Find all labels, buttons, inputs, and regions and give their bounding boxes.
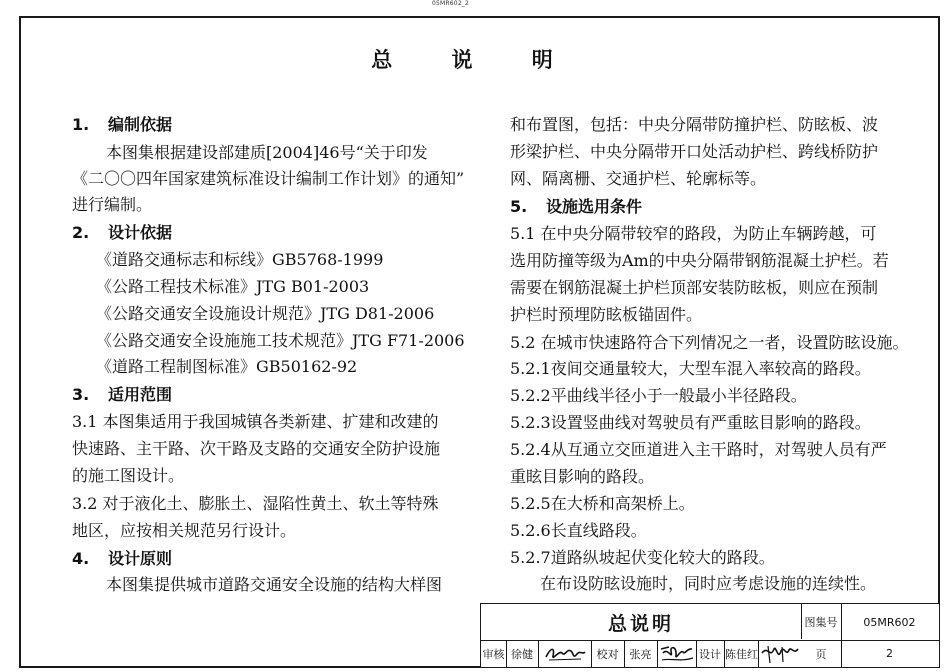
paragraph-line: 需要在钢筋混凝土护栏顶部安装防眩板，则应在预制 <box>510 278 879 297</box>
page-title: 总 说 明 <box>371 48 579 72</box>
signature-image <box>659 643 695 665</box>
paragraph-line: 快速路、主干路、次干路及支路的交通安全防护设施 <box>72 439 441 458</box>
atlas-number: 05MR602 <box>863 615 916 629</box>
paragraph-line: 3.1 本图集适用于我国城镇各类新建、扩建和改建的 <box>72 412 439 431</box>
paragraph-line: 和布置图，包括：中央分隔带防撞护栏、防眩板、波 <box>510 115 879 134</box>
designer-name: 陈佳红 <box>725 647 758 661</box>
paragraph-line: 进行编制。 <box>72 195 153 214</box>
checker-signature <box>657 640 696 667</box>
paragraph-line: 重眩目影响的路段。 <box>510 467 655 486</box>
page-number: 2 <box>886 647 893 660</box>
paragraph-line: 5.2.7道路纵坡起伏变化较大的路段。 <box>510 548 775 567</box>
section-number: 1. <box>72 115 90 134</box>
paragraph-line: 本图集提供城市道路交通安全设施的结构大样图 <box>106 575 443 594</box>
title-block <box>480 603 940 668</box>
reviewer-name: 徐健 <box>511 647 533 661</box>
section-1-heading <box>72 115 172 135</box>
section-2-heading <box>72 223 172 243</box>
page-code: 05MR602_2 <box>432 0 470 7</box>
section-number: 4. <box>72 549 90 568</box>
check-label: 校对 <box>596 647 619 661</box>
signature-image <box>760 643 800 665</box>
paragraph-line: 5.2.3设置竖曲线对驾驶员有严重眩目影响的路段。 <box>510 413 871 432</box>
reference-standard: 《道路交通标志和标线》GB5768-1999 <box>96 250 384 269</box>
drawing-title: 总说明 <box>607 612 674 635</box>
section-5-heading <box>510 197 642 217</box>
reference-standard: 《公路交通安全设施施工技术规范》JTG F71-2006 <box>96 331 465 350</box>
paragraph-line: 5.2.6长直线路段。 <box>510 521 647 540</box>
signature-image <box>543 644 587 664</box>
reference-standard: 《公路交通安全设施设计规范》JTG D81-2006 <box>96 304 435 323</box>
atlas-number-label: 图集号 <box>804 616 838 629</box>
section-title: 编制依据 <box>108 115 173 134</box>
paragraph-line: 5.2.4从互通立交匝道进入主干路时，对驾驶人员有严 <box>510 440 887 459</box>
paragraph-line: 网、隔离栅、交通护栏、轮廓标等。 <box>510 169 767 188</box>
section-title: 设计依据 <box>108 223 173 242</box>
paragraph-line: 形梁护栏、中央分隔带开口处活动护栏、跨线桥防护 <box>510 142 879 161</box>
reference-standard: 《公路工程技术标准》JTG B01-2003 <box>96 277 370 296</box>
paragraph-line: 3.2 对于液化土、膨胀土、湿陷性黄土、软土等特殊 <box>72 494 439 513</box>
page-label: 页 <box>815 647 827 661</box>
paragraph-line: 5.2.2平曲线半径小于一般最小半径路段。 <box>510 386 807 405</box>
designer-signature <box>758 640 801 667</box>
paragraph-line: 5.2 在城市快速路符合下列情况之一者，设置防眩设施。 <box>510 333 909 352</box>
checker-name: 张亮 <box>629 647 652 661</box>
review-label: 审核 <box>482 647 505 661</box>
paragraph-line: 5.2.5在大桥和高架桥上。 <box>510 494 695 513</box>
section-number: 2. <box>72 223 90 242</box>
paragraph-line: 在布设防眩设施时，同时应考虑设施的连续性。 <box>540 574 877 593</box>
section-4-heading <box>72 549 172 569</box>
paragraph-line: 的施工图设计。 <box>72 466 185 485</box>
section-title: 适用范围 <box>108 385 173 404</box>
paragraph-line: 地区，应按相关规范另行设计。 <box>72 521 297 540</box>
section-number: 3. <box>72 385 90 404</box>
paragraph-line: 5.2.1夜间交通量较大，大型车混入率较高的路段。 <box>510 359 871 378</box>
paragraph-line: 选用防撞等级为Am的中央分隔带钢筋混凝土护栏。若 <box>510 251 889 270</box>
reference-standard: 《道路工程制图标准》GB50162-92 <box>96 357 358 376</box>
reviewer-signature <box>538 640 591 667</box>
section-number: 5. <box>510 197 528 216</box>
section-title: 设计原则 <box>108 549 173 568</box>
paragraph-line: 5.1 在中央分隔带较窄的路段，为防止车辆跨越，可 <box>510 224 877 243</box>
section-3-heading <box>72 385 172 405</box>
section-title: 设施选用条件 <box>546 197 643 216</box>
paragraph-line: 本图集根据建设部建质[2004]46号“关于印发 <box>106 143 428 162</box>
paragraph-line: 护栏时预埋防眩板锚固件。 <box>510 305 703 324</box>
paragraph-line: 《二〇〇四年国家建筑标准设计编制工作计划》的通知” <box>72 169 465 188</box>
design-label: 设计 <box>699 647 721 661</box>
